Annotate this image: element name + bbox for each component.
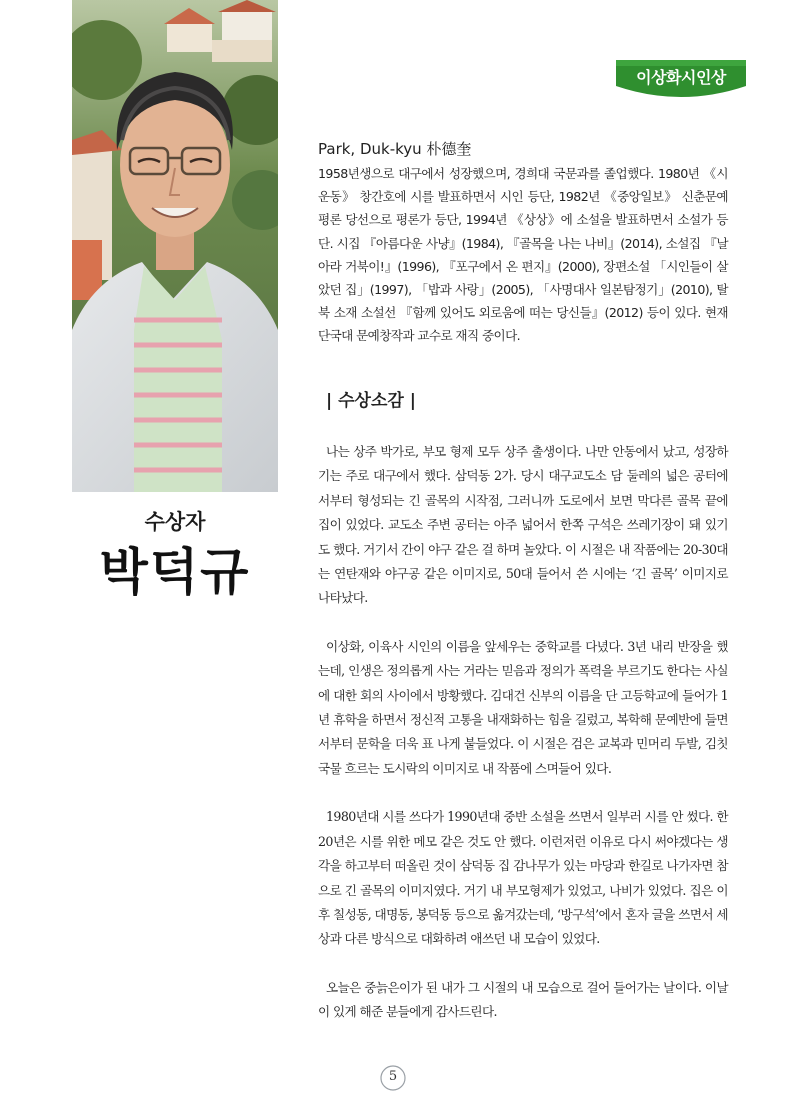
acceptance-speech (318, 440, 728, 1049)
author-portrait-illustration (72, 0, 278, 492)
page-number-label: 5 (388, 1069, 398, 1084)
laureate-name: 박덕규 (99, 543, 251, 601)
page-number (379, 1064, 407, 1092)
essay-paragraph: 1980년대 시를 쓰다가 1990년대 중반 소설을 쓰면서 일부러 시를 안 썼다. 한 20년은 시를 위한 메모 같은 것도 안 했다. 이런저런 이유로 다시 써야겠다는 생각을 하고부터 떠올린 것이 삼덕동 집 감나무가 있는 마당과 한길로 나가자면 참으로 긴 골목의 이미지였다. 거기 내 부모형제가 있었고, 나비가 있었다. 집은 이후 칠성동, 대명동, 봉덕동 등으로 옮겨갔는데, ‘방구석’에서 혼자 글을 쓰면서 세상과 다른 방식으로 대화하려 애쓰던 내 모습이 있었다. (318, 809, 728, 947)
award-badge (612, 56, 750, 104)
laureate-role: 수상자 (144, 510, 206, 534)
author-photo (72, 0, 278, 492)
essay-paragraph: 오늘은 중늙은이가 된 내가 그 시절의 내 모습으로 걸어 들어가는 날이다. 이날이 있게 해준 분들에게 감사드린다. (318, 979, 728, 1020)
essay-paragraph: 이상화, 이육사 시인의 이름을 앞세우는 중학교를 다녔다. 3년 내리 반장을 했는데, 인생은 정의롭게 사는 거라는 믿음과 정의가 폭력을 부르기도 한다는 사실에 대한 회의 사이에서 방황했다. 김대건 신부의 이름을 단 고등학교에 들어가 1년 휴학을 하면서 정신적 고통을 내재화하는 힘을 길렀고, 복학해 문예반에 들면서부터 문학을 더욱 표 나게 붙들었다. 이 시절은 검은 교복과 민머리 두발, 김칫국물 흐르는 도시락의 이미지로 내 작품에 스며들어 있다. (318, 638, 728, 776)
award-badge-label: 이상화시인상 (636, 68, 726, 87)
author-biography: 1958년생으로 대구에서 성장했으며, 경희대 국문과를 졸업했다. 1980년 《시운동》 창간호에 시를 발표하면서 시인 등단, 1982년 《중앙일보》 신춘문예 평론 당선으로 평론가 등단, 1994년 《상상》에 소설을 발표하면서 소설가 등단. 시집 『아름다운 사냥』(1984), 『골목을 나는 나비』(2014), 소설집 『날아라 거북이!』(1996), 『포구에서 온 편지』(2000), 장편소설 「시인들이 살았던 집」(1997), 「밥과 사랑」(2005), 「사명대사 일본탐정기」(2010), 탈북 소재 소설선 『함께 있어도 외로움에 떠는 당신들』(2012) 등이 있다. 현재 단국대 문예창작과 교수로 재직 중이다. (318, 166, 728, 344)
section-title: | 수상소감 | (326, 391, 416, 411)
essay-paragraph: 나는 상주 박가로, 부모 형제 모두 상주 출생이다. 나만 안동에서 났고, 성장하기는 주로 대구에서 했다. 삼덕동 2가. 당시 대구교도소 담 둘레의 넓은 공터에서부터 형성되는 긴 골목의 시작점, 그러니까 도로에서 보면 막다른 골목 끝에 집이 있었다. 교도소 주변 공터는 아주 넓어서 한쪽 구석은 쓰레기장이 돼 있기도 했다. 거기서 간이 야구 같은 걸 하며 놀았다. 이 시절은 내 작품에는 20-30대는 연탄재와 야구공 같은 이미지로, 50대 들어서 쓴 시에는 ‘긴 골목’ 이미지로 나타났다. (318, 444, 728, 606)
author-name-romanized: Park, Duk-kyu 朴德奎 (318, 140, 472, 158)
